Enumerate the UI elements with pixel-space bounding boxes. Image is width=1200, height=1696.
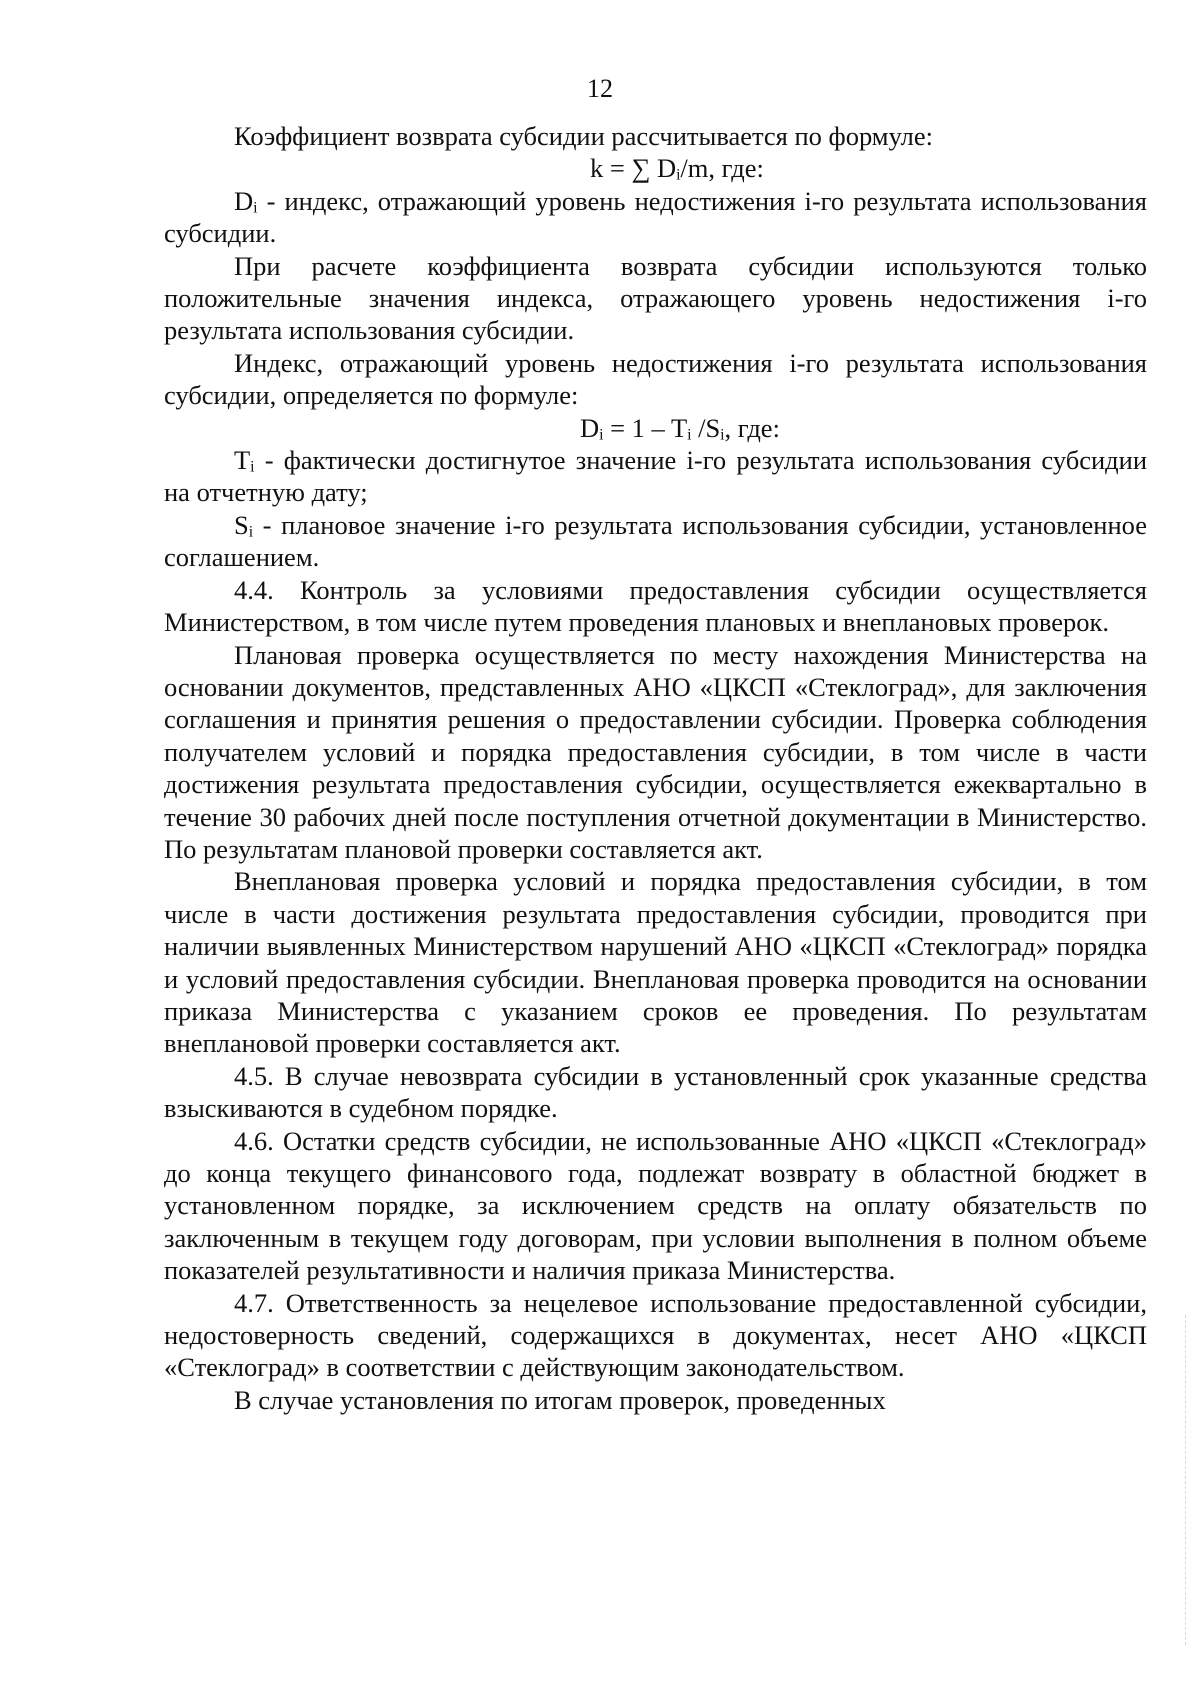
scan-edge-mark: [1185, 1315, 1186, 1645]
paragraph-index-formula-intro: Индекс, отражающий уровень недостижения i-го результата использования субсидии, определяется по формуле:: [164, 347, 1147, 411]
paragraph-4-5: 4.5. В случае невозврата субсидии в установленный срок указанные средства взыскиваются в судебном порядке.: [164, 1060, 1147, 1124]
formula-k: k = ∑ Dᵢ/m, где:: [590, 153, 764, 184]
paragraph-4-6: 4.6. Остатки средств субсидии, не использованные АНО «ЦКСП «Стеклоград» до конца текущего финансового года, подлежат возврату в областной бюджет в установленном порядке, за исключением средств на оплату обязательств по заключенным в текущем году договорам, при условии выполнения в полном объеме показателей результативности и наличия приказа Министерства.: [164, 1125, 1147, 1286]
paragraph-si-definition: Sᵢ - плановое значение i-го результата использования субсидии, установленное соглашением.: [164, 509, 1147, 573]
paragraph-di-definition: Dᵢ - индекс, отражающий уровень недостижения i-го результата использования субсидии.: [164, 185, 1147, 249]
paragraph-4-4: 4.4. Контроль за условиями предоставления субсидии осуществляется Министерством, в том числе путем проведения плановых и внеплановых проверок.: [164, 574, 1147, 638]
formula-di: Dᵢ = 1 – Tᵢ /Sᵢ, где:: [580, 412, 780, 443]
paragraph-positive-values: При расчете коэффициента возврата субсидии используются только положительные значения индекса, отражающего уровень недостижения i-го результата использования субсидии.: [164, 250, 1147, 346]
paragraph-ti-definition: Tᵢ - фактически достигнутое значение i-го результата использования субсидии на отчетную дату;: [164, 445, 1147, 508]
paragraph-continuation: В случае установления по итогам проверок, проведенных: [234, 1384, 886, 1415]
paragraph-coefficient-intro: Коэффициент возврата субсидии рассчитывается по формуле:: [234, 121, 934, 151]
paragraph-planned-check: Плановая проверка осуществляется по месту нахождения Министерства на основании документов, представленных АНО «ЦКСП «Стеклоград», для заключения соглашения и принятия решения о предоставлении субсидии. Проверка соблюдения получателем условий и порядка предоставления субсидии, в том числе в части достижения результата предоставления субсидии, осуществляется ежеквартально в течение 30 рабочих дней после поступления отчетной документации в Министерство. По результатам плановой проверки составляется акт.: [164, 639, 1147, 864]
paragraph-4-7: 4.7. Ответственность за нецелевое использование предоставленной субсидии, недостоверность сведений, содержащихся в документах, несет АНО «ЦКСП «Стеклоград» в соответствии с действующим законодательством.: [164, 1287, 1147, 1383]
page-number: 12: [587, 74, 613, 103]
paragraph-unplanned-check: Внеплановая проверка условий и порядка предоставления субсидии, в том числе в части достижения результата предоставления субсидии, проводится при наличии выявленных Министерством нарушений АНО «ЦКСП «Стеклоград» порядка и условий предоставления субсидии. Внеплановая проверка проводится на основании приказа Министерства с указанием сроков ее проведения. По результатам внеплановой проверки составляется акт.: [164, 866, 1147, 1059]
document-body: [164, 120, 1147, 1416]
